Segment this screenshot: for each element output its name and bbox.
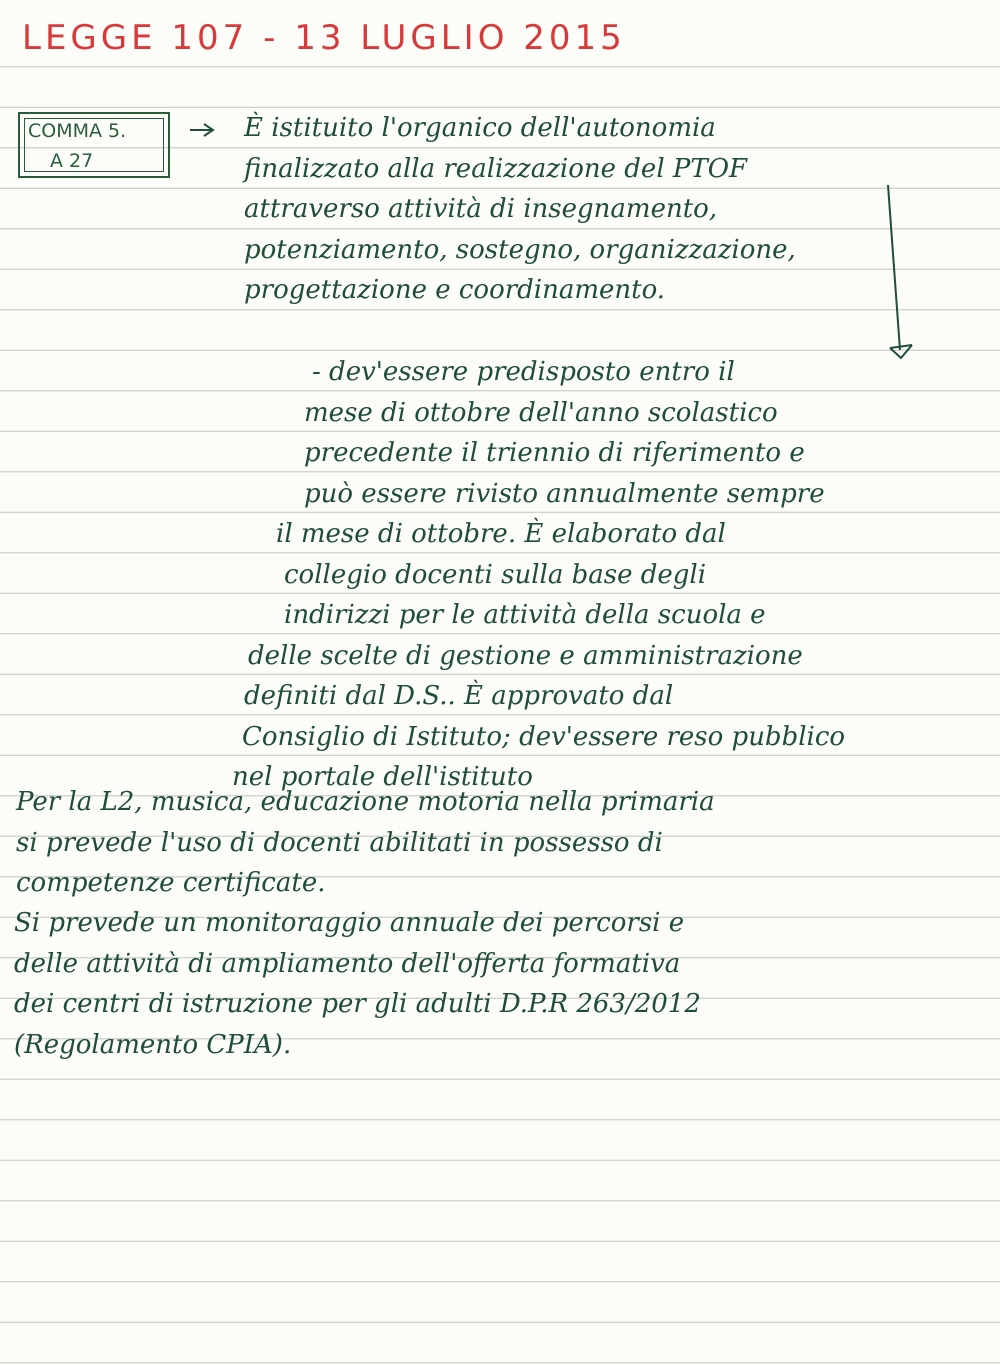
text-line: si prevede l'uso di docenti abilitati in possesso di xyxy=(16,827,663,858)
paragraph-organico xyxy=(244,108,796,311)
text-line: È istituito l'organico dell'autonomia xyxy=(244,113,716,143)
text-line: il mese di ottobre. È elaborato dal xyxy=(276,519,726,549)
text-line: potenziamento, sostegno, organizzazione, xyxy=(244,234,796,265)
paragraph-monitoraggio xyxy=(14,903,701,1065)
reference-comma: COMMA 5. xyxy=(28,120,127,142)
text-line: indirizzi per le attività della scuola e xyxy=(284,600,766,630)
text-line: precedente il triennio di riferimento e xyxy=(304,438,805,468)
text-line: competenze certificate. xyxy=(16,868,326,898)
text-line: attraverso attività di insegnamento, xyxy=(244,194,718,224)
text-line: (Regolamento CPIA). xyxy=(14,1029,292,1060)
text-line: nel portale dell'istituto xyxy=(232,762,533,792)
page-title: LEGGE 107 - 13 LUGLIO 2015 xyxy=(22,18,626,58)
text-line: progettazione e coordinamento. xyxy=(244,275,666,305)
text-line: - dev'essere predisposto entro il xyxy=(312,357,735,387)
law-reference-box xyxy=(18,112,170,178)
text-line: può essere rivisto annualmente sempre xyxy=(304,478,825,509)
text-line: delle scelte di gestione e amministrazione xyxy=(248,640,803,671)
right-arrow-icon xyxy=(190,124,213,136)
down-arrow-icon xyxy=(888,185,912,358)
text-line: delle attività di ampliamento dell'offerta formativa xyxy=(14,948,681,979)
paragraph-ptof-details xyxy=(232,352,845,798)
text-line: Per la L2, musica, educazione motoria nella primaria xyxy=(16,787,715,817)
text-line: dei centri di istruzione per gli adulti D.P.R 263/2012 xyxy=(14,989,701,1019)
text-line: mese di ottobre dell'anno scolastico xyxy=(304,397,778,428)
paragraph-docenti-abilitati xyxy=(16,782,715,904)
text-line: collegio docenti sulla base degli xyxy=(284,559,707,590)
text-line: Consiglio di Istituto; dev'essere reso pubblico xyxy=(242,721,846,752)
text-line: Si prevede un monitoraggio annuale dei percorsi e xyxy=(14,908,685,938)
reference-article: A 27 xyxy=(50,150,94,172)
text-line: definiti dal D.S.. È approvato dal xyxy=(244,681,674,711)
text-line: finalizzato alla realizzazione del PTOF xyxy=(244,153,748,184)
